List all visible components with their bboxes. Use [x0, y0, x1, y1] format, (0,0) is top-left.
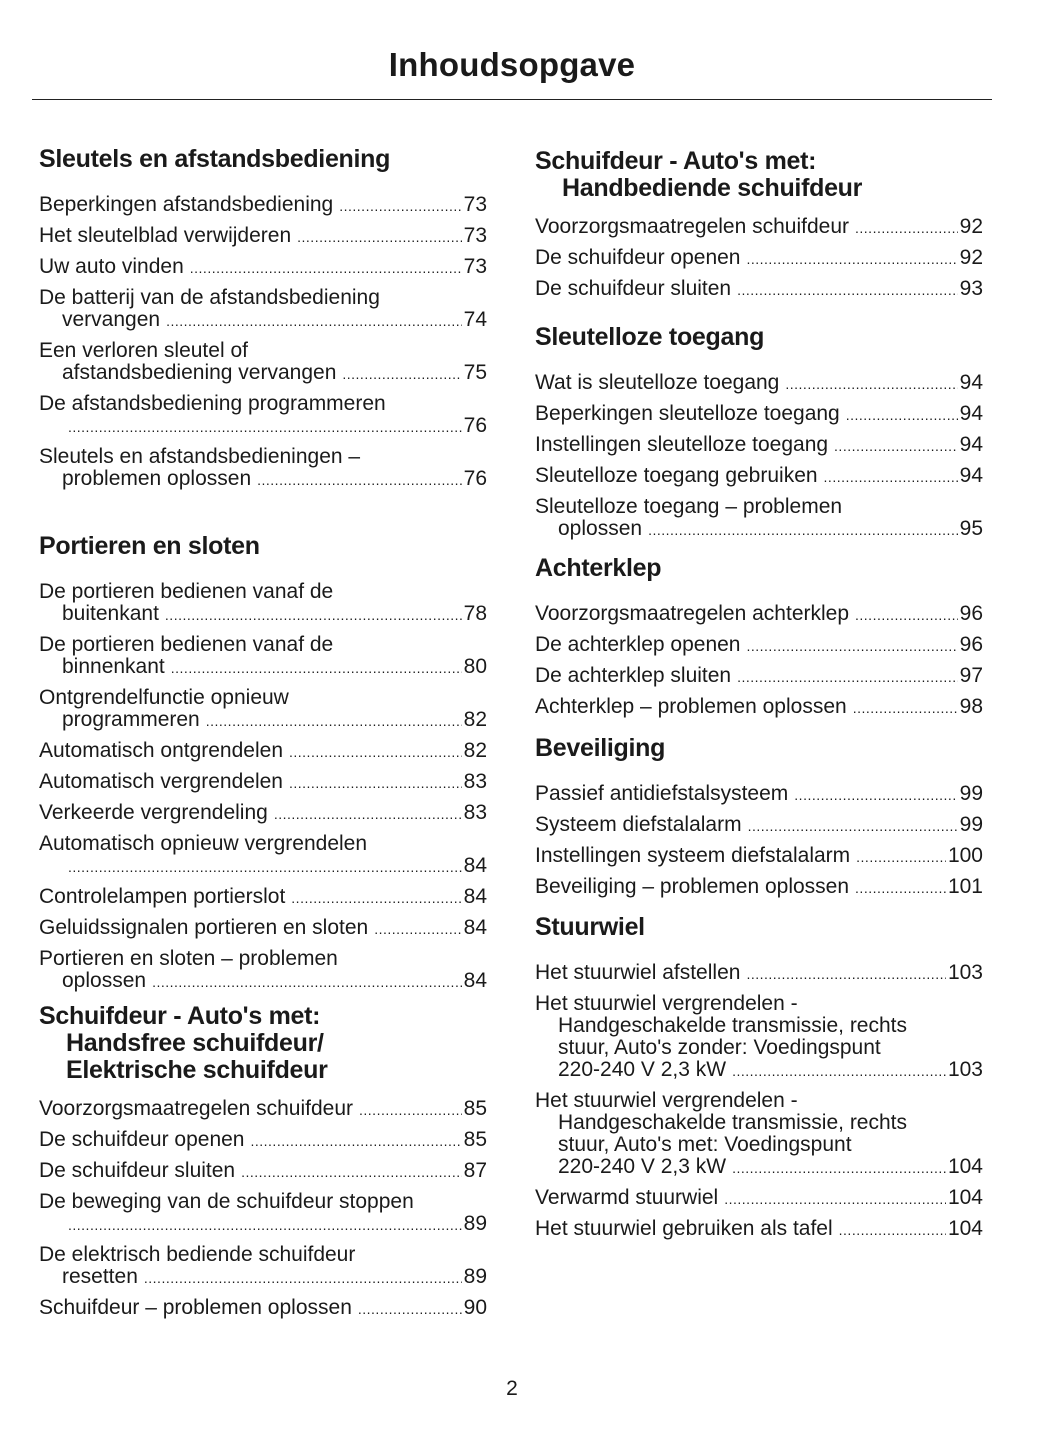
toc-page-number: 84: [463, 969, 487, 992]
section-heading: [535, 555, 983, 582]
toc-entry[interactable]: [535, 962, 983, 985]
toc-entry[interactable]: [535, 1187, 983, 1210]
section-heading-line: Schuifdeur - Auto's met:: [535, 147, 817, 175]
toc-page-number: 82: [463, 739, 487, 762]
toc-entry-title: resetten: [62, 1265, 138, 1288]
section-heading-line: Sleutels en afstandsbediening: [39, 145, 391, 173]
toc-entry[interactable]: [535, 216, 983, 239]
toc-entry-title: 220-240 V 2,3 kW: [558, 1058, 727, 1081]
toc-entry[interactable]: [535, 465, 983, 488]
dot-leader: [289, 772, 462, 794]
toc-page-number: 84: [463, 854, 487, 877]
toc-page-number: 97: [959, 664, 983, 687]
toc-entry-title: Schuifdeur – problemen oplossen: [39, 1296, 352, 1319]
dot-leader: [855, 604, 958, 626]
toc-entry-line: [39, 886, 487, 909]
toc-page-number: 75: [463, 361, 487, 384]
title-divider: [32, 99, 992, 100]
toc-entry-title: Verwarmd stuurwiel: [535, 1186, 719, 1209]
section-heading-line: Stuurwiel: [535, 913, 645, 941]
toc-entry-title: afstandsbediening vervangen: [62, 361, 337, 384]
dot-leader: [241, 1161, 462, 1183]
section-heading-line: Sleutelloze toegang: [535, 323, 765, 351]
toc-entry-line: [39, 970, 487, 993]
toc-entry-line: [535, 814, 983, 837]
toc-page-number: 96: [959, 633, 983, 656]
toc-entry[interactable]: [535, 993, 983, 1082]
toc-page-number: 76: [463, 467, 487, 490]
toc-page-number: 89: [463, 1212, 487, 1235]
dot-leader: [855, 217, 958, 239]
toc-entry-title: Het sleutelblad verwijderen: [39, 224, 292, 247]
toc-page-number: 94: [959, 433, 983, 456]
toc-page-number: 101: [947, 875, 983, 898]
toc-page-number: 83: [463, 801, 487, 824]
toc-entry-line: [39, 1213, 487, 1236]
toc-entry-list: [535, 603, 983, 719]
toc-entry-line: [535, 247, 983, 270]
dot-leader: [737, 666, 958, 688]
toc-entry-line: [39, 855, 487, 878]
toc-page-number: 84: [463, 885, 487, 908]
toc-entry[interactable]: [39, 581, 487, 626]
toc-entry-title: Achterklep – problemen oplossen: [535, 695, 847, 718]
toc-entry-title: Automatisch vergrendelen: [39, 770, 283, 793]
dot-leader: [165, 604, 462, 626]
toc-page-number: 89: [463, 1265, 487, 1288]
page-title: Inhoudsopgave: [388, 46, 636, 83]
toc-entry-line: [39, 309, 487, 332]
toc-section: [39, 146, 487, 499]
toc-entry[interactable]: [39, 340, 487, 385]
toc-entry[interactable]: [535, 247, 983, 270]
toc-entry-list: [39, 581, 487, 993]
toc-page-number: 85: [463, 1128, 487, 1151]
toc-entry-title: buitenkant: [62, 602, 159, 625]
dot-leader: [855, 877, 946, 899]
toc-entry-title-line: Handgeschakelde transmissie, rechts: [558, 1111, 908, 1134]
section-heading-line: Portieren en sloten: [39, 532, 260, 560]
toc-page-number: 94: [959, 402, 983, 425]
toc-page-number: 103: [947, 1058, 983, 1081]
toc-entry[interactable]: [535, 1218, 983, 1241]
toc-entry-title: De schuifdeur openen: [535, 246, 741, 269]
dot-leader: [171, 657, 462, 679]
toc-entry-line: [535, 845, 983, 868]
dot-leader: [374, 918, 461, 940]
section-heading-line: Elektrische schuifdeur: [66, 1056, 328, 1084]
toc-entry[interactable]: [39, 225, 487, 248]
toc-entry-title: Het stuurwiel gebruiken als tafel: [535, 1217, 833, 1240]
dot-leader: [250, 1130, 461, 1152]
dot-leader: [68, 1214, 462, 1236]
toc-entry-line: [535, 876, 983, 899]
toc-entry-title: Voorzorgsmaatregelen schuifdeur: [39, 1097, 354, 1120]
dot-leader: [746, 963, 946, 985]
toc-page-number: 80: [463, 655, 487, 678]
toc-entry[interactable]: [535, 372, 983, 395]
section-heading-line: Achterklep: [535, 554, 662, 582]
toc-entry-title-line: stuur, Auto's met: Voedingspunt: [558, 1133, 852, 1156]
toc-entry-line: [535, 962, 983, 985]
toc-entry-title-line: Het stuurwiel vergrendelen -: [535, 1089, 798, 1112]
toc-page-number: 94: [959, 464, 983, 487]
toc-entry-line: [535, 1059, 983, 1082]
toc-entry-title: Geluidssignalen portieren en sloten: [39, 916, 369, 939]
toc-entry-title: Beperkingen afstandsbediening: [39, 193, 334, 216]
toc-page-number: 104: [947, 1155, 983, 1178]
toc-page-number: 96: [959, 602, 983, 625]
toc-entry-line: [535, 1218, 983, 1241]
toc-page-number: 99: [959, 813, 983, 836]
toc-entry-line: [39, 1098, 487, 1121]
toc-entry-line: [535, 634, 983, 657]
toc-entry-title: Verkeerde vergrendeling: [39, 801, 268, 824]
toc-entry[interactable]: [39, 833, 487, 878]
toc-entry-line: [535, 783, 983, 806]
dot-leader: [737, 279, 958, 301]
toc-page-number: 104: [947, 1217, 983, 1240]
dot-leader: [856, 846, 946, 868]
toc-entry[interactable]: [39, 1244, 487, 1289]
toc-entry-line: [535, 465, 983, 488]
toc-entry-title: programmeren: [62, 708, 200, 731]
section-heading: [535, 914, 983, 941]
section-heading: [535, 148, 983, 202]
toc-page-number: 104: [947, 1186, 983, 1209]
toc-section: [39, 1003, 487, 1328]
toc-entry-list: [39, 194, 487, 491]
toc-entry-line: [535, 603, 983, 626]
toc-entry-line: [39, 1266, 487, 1289]
toc-entry-title-line: Een verloren sleutel of: [39, 339, 248, 362]
toc-entry-list: [535, 962, 983, 1241]
toc-entry-title: oplossen: [62, 969, 147, 992]
toc-entry[interactable]: [39, 917, 487, 940]
dot-leader: [853, 697, 958, 719]
toc-entry-line: [535, 403, 983, 426]
toc-entry-title-line: De elektrisch bediende schuifdeur: [39, 1243, 356, 1266]
section-heading: [39, 146, 487, 173]
toc-entry[interactable]: [39, 256, 487, 279]
toc-page-number: 92: [959, 246, 983, 269]
toc-entry-line: [39, 256, 487, 279]
toc-entry-title-line: Automatisch opnieuw vergrendelen: [39, 832, 368, 855]
toc-entry-title-line: De afstandsbediening programmeren: [39, 392, 386, 415]
toc-page-number: 84: [463, 916, 487, 939]
toc-page-number: 93: [959, 277, 983, 300]
toc-entry-list: [535, 372, 983, 541]
toc-entry-line: [39, 771, 487, 794]
section-heading-line: Schuifdeur - Auto's met:: [39, 1002, 321, 1030]
toc-entry[interactable]: [535, 665, 983, 688]
dot-leader: [206, 710, 462, 732]
toc-entry[interactable]: [535, 696, 983, 719]
toc-page-number: 87: [463, 1159, 487, 1182]
toc-entry-title: De schuifdeur sluiten: [535, 277, 732, 300]
toc-section: [39, 533, 487, 1001]
dot-leader: [144, 1267, 462, 1289]
toc-entry-line: [535, 518, 983, 541]
toc-entry[interactable]: [39, 1160, 487, 1183]
section-heading: [39, 533, 487, 560]
toc-entry[interactable]: [535, 603, 983, 626]
section-heading: [535, 324, 983, 351]
toc-entry[interactable]: [39, 1297, 487, 1320]
toc-entry-title: Beperkingen sleutelloze toegang: [535, 402, 840, 425]
toc-entry-title-line: Ontgrendelfunctie opnieuw: [39, 686, 289, 709]
toc-entry[interactable]: [535, 845, 983, 868]
dot-leader: [152, 971, 462, 993]
toc-entry[interactable]: [39, 634, 487, 679]
toc-entry-title: vervangen: [62, 308, 161, 331]
toc-entry-line: [535, 1187, 983, 1210]
toc-entry[interactable]: [535, 496, 983, 541]
toc-entry-title: Voorzorgsmaatregelen achterklep: [535, 602, 850, 625]
toc-page-number: 82: [463, 708, 487, 731]
section-heading: [535, 735, 983, 762]
toc-page-number: 98: [959, 695, 983, 718]
toc-entry-title-line: De beweging van de schuifdeur stoppen: [39, 1190, 414, 1213]
toc-page-number: 94: [959, 371, 983, 394]
dot-leader: [846, 404, 958, 426]
toc-entry-title: Sleutelloze toegang gebruiken: [535, 464, 818, 487]
toc-entry[interactable]: [535, 1090, 983, 1179]
dot-leader: [339, 195, 461, 217]
dot-leader: [648, 519, 958, 541]
dot-leader: [732, 1060, 946, 1082]
toc-page-number: 103: [947, 961, 983, 984]
toc-page-number: 83: [463, 770, 487, 793]
toc-entry-line: [535, 696, 983, 719]
toc-page-number: 73: [463, 193, 487, 216]
dot-leader: [359, 1099, 462, 1121]
toc-entry[interactable]: [535, 403, 983, 426]
toc-entry-line: [39, 740, 487, 763]
toc-entry[interactable]: [39, 287, 487, 332]
toc-entry-line: [535, 278, 983, 301]
dot-leader: [274, 803, 462, 825]
toc-page-number: 92: [959, 215, 983, 238]
toc-entry[interactable]: [39, 1098, 487, 1121]
toc-page-number: 95: [959, 517, 983, 540]
toc-entry[interactable]: [535, 876, 983, 899]
dot-leader: [748, 815, 958, 837]
toc-page-number: 76: [463, 414, 487, 437]
dot-leader: [834, 435, 958, 457]
toc-entry-line: [535, 216, 983, 239]
dot-leader: [190, 257, 462, 279]
dot-leader: [166, 310, 462, 332]
toc-entry-list: [535, 216, 983, 301]
toc-entry-title: Het stuurwiel afstellen: [535, 961, 741, 984]
toc-entry[interactable]: [535, 434, 983, 457]
toc-entry-title-line: De batterij van de afstandsbediening: [39, 286, 380, 309]
toc-entry[interactable]: [39, 446, 487, 491]
toc-entry-title: De achterklep openen: [535, 633, 741, 656]
toc-entry-title: binnenkant: [62, 655, 165, 678]
toc-page-number: 78: [463, 602, 487, 625]
toc-entry-line: [535, 665, 983, 688]
toc-entry-line: [39, 709, 487, 732]
toc-entry-line: [39, 656, 487, 679]
dot-leader: [746, 635, 957, 657]
toc-entry-line: [535, 1156, 983, 1179]
toc-entry-title: Wat is sleutelloze toegang: [535, 371, 780, 394]
toc-page-number: 73: [463, 255, 487, 278]
toc-page-number: 90: [463, 1296, 487, 1319]
toc-entry-line: [39, 1129, 487, 1152]
dot-leader: [257, 469, 462, 491]
toc-section: [535, 735, 983, 907]
toc-entry[interactable]: [535, 814, 983, 837]
toc-entry-title-line: stuur, Auto's zonder: Voedingspunt: [558, 1036, 881, 1059]
section-heading-line: Handbediende schuifdeur: [562, 174, 863, 202]
toc-entry-line: [39, 194, 487, 217]
toc-entry[interactable]: [39, 740, 487, 763]
dot-leader: [358, 1298, 462, 1320]
toc-entry-title: Beveiliging – problemen oplossen: [535, 875, 850, 898]
toc-entry-title: De schuifdeur openen: [39, 1128, 245, 1151]
toc-page-number: 74: [463, 308, 487, 331]
section-heading-line: Handsfree schuifdeur/: [66, 1029, 324, 1057]
toc-entry[interactable]: [39, 687, 487, 732]
dot-leader: [839, 1219, 946, 1241]
dot-leader: [824, 466, 958, 488]
toc-entry-line: [39, 603, 487, 626]
dot-leader: [732, 1157, 946, 1179]
toc-entry-title: Instellingen systeem diefstalalarm: [535, 844, 851, 867]
toc-section: [535, 148, 983, 309]
toc-entry[interactable]: [535, 634, 983, 657]
toc-section: [535, 555, 983, 727]
toc-page-number: 100: [947, 844, 983, 867]
dot-leader: [297, 226, 462, 248]
toc-entry-title: Uw auto vinden: [39, 255, 184, 278]
toc-entry[interactable]: [39, 194, 487, 217]
toc-section: [535, 914, 983, 1249]
toc-entry-title: oplossen: [558, 517, 643, 540]
toc-entry[interactable]: [39, 1129, 487, 1152]
toc-entry-line: [39, 1160, 487, 1183]
toc-entry[interactable]: [39, 886, 487, 909]
toc-entry-list: [535, 783, 983, 899]
toc-entry[interactable]: [39, 802, 487, 825]
section-heading-line: Beveiliging: [535, 734, 666, 762]
toc-entry-line: [39, 802, 487, 825]
toc-entry-title: Voorzorgsmaatregelen schuifdeur: [535, 215, 850, 238]
toc-page-number: 99: [959, 782, 983, 805]
dot-leader: [68, 856, 462, 878]
toc-entry-title: De achterklep sluiten: [535, 664, 732, 687]
toc-entry-list: [39, 1098, 487, 1320]
toc-entry-title: Instellingen sleutelloze toegang: [535, 433, 829, 456]
toc-page-number: 85: [463, 1097, 487, 1120]
dot-leader: [68, 416, 462, 438]
toc-entry-title: problemen oplossen: [62, 467, 252, 490]
toc-entry-line: [535, 372, 983, 395]
toc-entry-title-line: De portieren bedienen vanaf de: [39, 580, 334, 603]
dot-leader: [289, 741, 462, 763]
toc-entry-title: De schuifdeur sluiten: [39, 1159, 236, 1182]
toc-entry[interactable]: [39, 1191, 487, 1236]
section-heading: [39, 1003, 487, 1084]
toc-entry[interactable]: [535, 278, 983, 301]
dot-leader: [291, 887, 461, 909]
dot-leader: [342, 363, 461, 385]
toc-entry-line: [39, 468, 487, 491]
toc-entry-title: Controlelampen portierslot: [39, 885, 286, 908]
toc-entry-line: [39, 225, 487, 248]
toc-section: [535, 324, 983, 549]
dot-leader: [724, 1188, 946, 1210]
toc-entry-line: [39, 362, 487, 385]
toc-page-number: 73: [463, 224, 487, 247]
toc-entry-title-line: Het stuurwiel vergrendelen -: [535, 992, 798, 1015]
toc-entry-title-line: Sleutelloze toegang – problemen: [535, 495, 843, 518]
toc-entry-title: 220-240 V 2,3 kW: [558, 1155, 727, 1178]
toc-entry-line: [39, 917, 487, 940]
page-number: 2: [506, 1377, 518, 1400]
toc-entry[interactable]: [39, 948, 487, 993]
dot-leader: [794, 784, 957, 806]
toc-entry-title-line: De portieren bedienen vanaf de: [39, 633, 334, 656]
dot-leader: [746, 248, 957, 270]
toc-entry[interactable]: [39, 393, 487, 438]
toc-entry-line: [39, 1297, 487, 1320]
toc-entry-title: Passief antidiefstalsysteem: [535, 782, 789, 805]
toc-entry[interactable]: [535, 783, 983, 806]
toc-entry-title-line: Handgeschakelde transmissie, rechts: [558, 1014, 908, 1037]
toc-entry-title: Automatisch ontgrendelen: [39, 739, 283, 762]
toc-entry[interactable]: [39, 771, 487, 794]
toc-entry-line: [535, 434, 983, 457]
toc-entry-title-line: Portieren en sloten – problemen: [39, 947, 338, 970]
toc-entry-line: [39, 415, 487, 438]
toc-entry-title-line: Sleutels en afstandsbedieningen –: [39, 445, 361, 468]
dot-leader: [785, 373, 957, 395]
toc-entry-title: Systeem diefstalalarm: [535, 813, 742, 836]
